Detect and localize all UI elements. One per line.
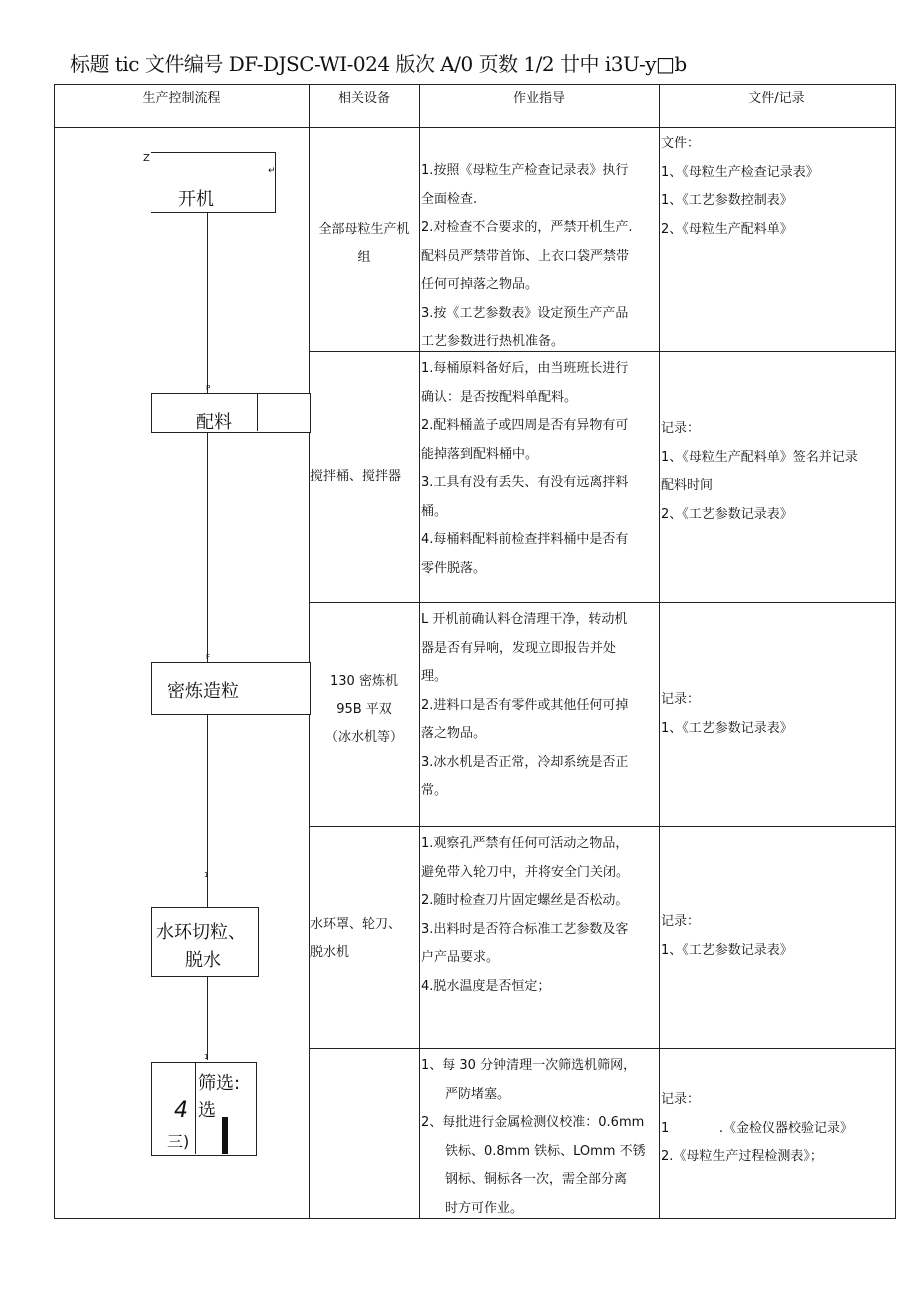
- flow-marker: Z: [143, 153, 150, 164]
- row-divider-2: [309, 602, 895, 603]
- row-divider-4: [309, 1048, 895, 1049]
- flow-step-screening-label-1: 筛选:: [198, 1073, 241, 1094]
- row-3-instructions: L 开机前确认料仓清理干净，转动机 器是否有异响，发现立即报告并处 理。 2.进料口是否有零件或其他任何可掉 落之物品。 3.冰水机是否正常，冷却系统是否正 常。: [421, 612, 629, 798]
- row-3-records: 记录： 1、《工艺参数记录表》: [661, 692, 793, 736]
- row-4-records: 记录： 1、《工艺参数记录表》: [661, 914, 793, 958]
- flow-step-batching-divider: [257, 393, 258, 431]
- column-header-instructions: 作业指导: [512, 91, 565, 106]
- header-divider: [54, 127, 895, 128]
- row-4-equipment: 水环罩、轮刀、 脱水机: [310, 917, 402, 960]
- flow-step-screening-paren: 三): [167, 1132, 190, 1151]
- column-header-equipment: 相关设备: [337, 91, 390, 106]
- flow-step-screening-bar: [222, 1117, 228, 1154]
- row-1-equipment: 全部母粒生产机 组: [318, 222, 410, 265]
- row-3-equipment: 130 密炼机 95B 平双 （冰水机等）: [324, 674, 403, 745]
- row-4-instructions: 1.观察孔严禁有任何可活动之物品， 避免带入轮刀中，并将安全门关闭。 2.随时检查刀片固定螺丝是否松动。 3.出料时是否符合标准工艺参数及客 户产品要求。 4.脱水温度是否恒定；: [421, 836, 630, 994]
- column-header-records: 文件/记录: [748, 91, 805, 106]
- row-2-equipment: 搅拌桶、搅拌器: [310, 469, 402, 484]
- row-2-instructions: 1.每桶原料备好后，由当班班长进行 确认：是否按配料单配料。 2.配料桶盖子或四周是否有异物有可 能掉落到配料桶中。 3.工具有没有丢失、有没有远离拌料 桶。 4.每桶料配料前检查拌料桶中是否有 零件脱落。: [421, 361, 629, 576]
- flow-step-batching-label: 配料: [196, 412, 232, 433]
- flow-tick: ↵: [268, 166, 276, 176]
- flow-marker: 1: [204, 1053, 209, 1061]
- flow-step-start-label: 开机: [178, 189, 214, 210]
- row-1-records: 文件： 1、《母粒生产检查记录表》 1、《工艺参数控制表》 2、《母粒生产配料单》: [661, 136, 819, 237]
- row-1-instructions: 1.按照《母粒生产检查记录表》执行 全面检查. 2.对检查不合要求的，严禁开机生产. 配料员严禁带首饰、上衣口袋严禁带 任何可掉落之物品。 3.按《工艺参数表》设定预生产产品 工艺参数进行热机准备。: [421, 163, 633, 349]
- flow-step-screening-number: 4: [174, 1098, 188, 1123]
- row-divider-3: [309, 826, 895, 827]
- flow-step-mixing-label: 密炼造粒: [167, 681, 239, 702]
- flow-marker: 1: [204, 871, 209, 879]
- row-5-instructions: 1、每 30 分钟清理一次筛选机筛网， 严防堵塞。 2、每批进行金属检测仪校准：0.6mm 铁标、0.8mm 铁标、LOmm 不锈 钢标、铜标各一次，需全部分离 时方可作业。: [421, 1058, 646, 1216]
- flow-step-cutting-label-1: 水环切粒、: [156, 922, 246, 943]
- flow-step-cutting-label-2: 脱水: [185, 950, 221, 971]
- flow-step-screening-divider: [195, 1062, 196, 1154]
- document-header: 标题 tic 文件编号 DF-DJSC-WI-024 版次 A/0 页数 1/2 廿中 i3U-y□b: [70, 52, 687, 76]
- row-2-records: 记录： 1、《母粒生产配料单》签名并记录 配料时间 2、《工艺参数记录表》: [661, 421, 858, 522]
- flow-step-screening-label-2: 选: [198, 1100, 216, 1121]
- flow-marker: F: [206, 653, 211, 661]
- flow-marker: P: [206, 384, 211, 392]
- row-5-records: 记录： 1 .《金检仪器校验记录》 2.《母粒生产过程检测表》；: [661, 1092, 853, 1164]
- column-header-flow: 生产控制流程: [142, 91, 221, 106]
